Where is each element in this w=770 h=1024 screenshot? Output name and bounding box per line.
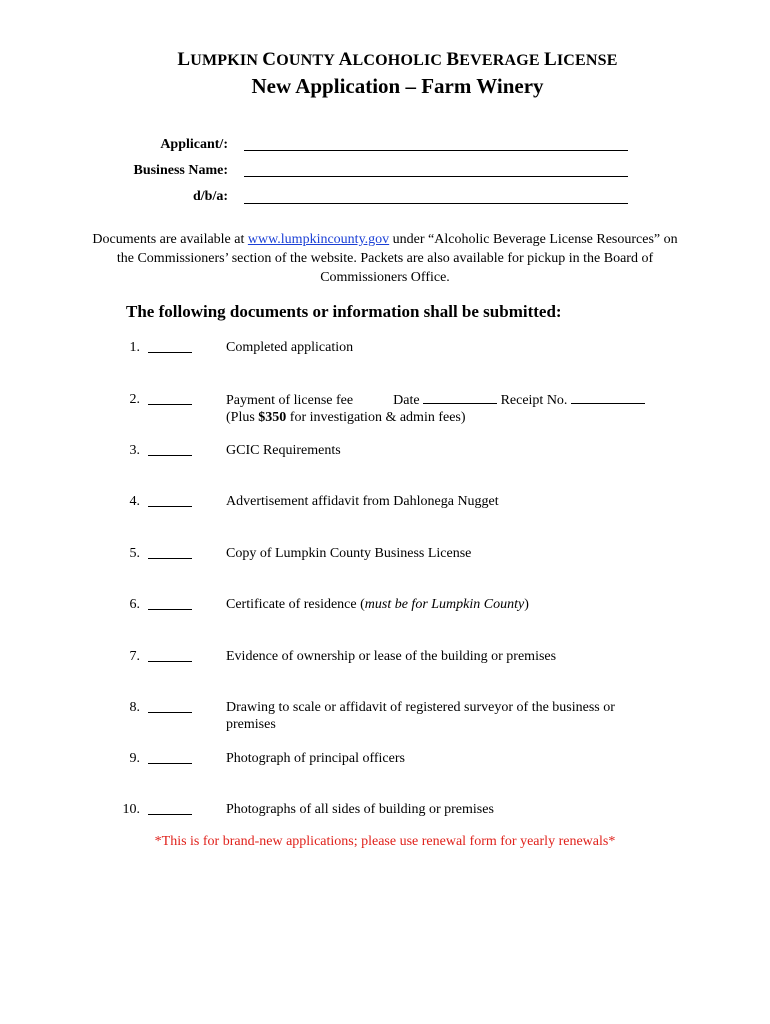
applicant-label: Applicant/: [160,137,228,152]
item-text: Evidence of ownership or lease of the building or premises [226,649,557,664]
item-check-blank[interactable] [148,699,192,713]
business-name-label: Business Name: [133,163,228,178]
item-text: Drawing to scale or affidavit of registered surveyor of the business or premises [226,700,615,732]
date-field[interactable] [423,391,497,404]
item-number: 10. [122,802,140,817]
item-check-blank[interactable] [148,648,192,662]
business-name-field[interactable] [244,160,628,177]
dba-label: d/b/a: [192,189,228,204]
item-text: Completed application [226,340,354,355]
item-text: Photographs of all sides of building or premises [226,802,494,817]
item-number: 4. [129,494,140,509]
item-text: Certificate of residence (must be for Lumpkin County) [226,597,529,612]
item-number: 5. [129,546,140,561]
item-number: 6. [129,597,140,612]
item-check-blank[interactable] [148,596,192,610]
item-check-blank[interactable] [148,442,192,456]
item-number: 9. [129,751,140,766]
dba-field[interactable] [244,187,628,204]
item-check-blank[interactable] [148,391,192,405]
section-heading: The following documents or information shall be submitted: [126,302,562,321]
item-check-blank[interactable] [148,801,192,815]
item-check-blank[interactable] [148,545,192,559]
item-number: 1. [129,340,140,355]
item-number: 8. [129,700,140,715]
item-check-blank[interactable] [148,750,192,764]
item-check-blank[interactable] [148,339,192,353]
website-link[interactable]: www.lumpkincounty.gov [247,232,390,247]
document-title: LUMPKIN COUNTY ALCOHOLIC BEVERAGE LICENSE [177,49,618,70]
item-number: 7. [129,649,140,664]
item-number: 3. [129,443,140,458]
receipt-field[interactable] [571,391,645,404]
item-check-blank[interactable] [148,493,192,507]
fee-amount: $350 [258,410,287,425]
renewal-footnote: *This is for brand-new applications; please use renewal form for yearly renewals* [154,834,616,849]
receipt-label: Receipt No. [500,393,568,408]
item-text: GCIC Requirements [226,443,341,458]
document-subtitle: New Application – Farm Winery [251,74,544,98]
documents-notice: Documents are available at www.lumpkincounty.gov under “Alcoholic Beverage License Resources” on the Commissioners’ section of the website. Packets are also available for pickup in the Board of Commissioners Office. [92,232,678,285]
item-text: Advertisement affidavit from Dahlonega Nugget [226,494,499,509]
item-text: Photograph of principal officers [226,751,405,766]
item-number: 2. [129,392,140,407]
applicant-field[interactable] [244,134,628,151]
item-text: Payment of license fee Date Receipt No. (Plus $350 for investigation & admin fees) [226,391,666,426]
item-text: Copy of Lumpkin County Business License [226,546,472,561]
date-label: Date [393,393,420,408]
